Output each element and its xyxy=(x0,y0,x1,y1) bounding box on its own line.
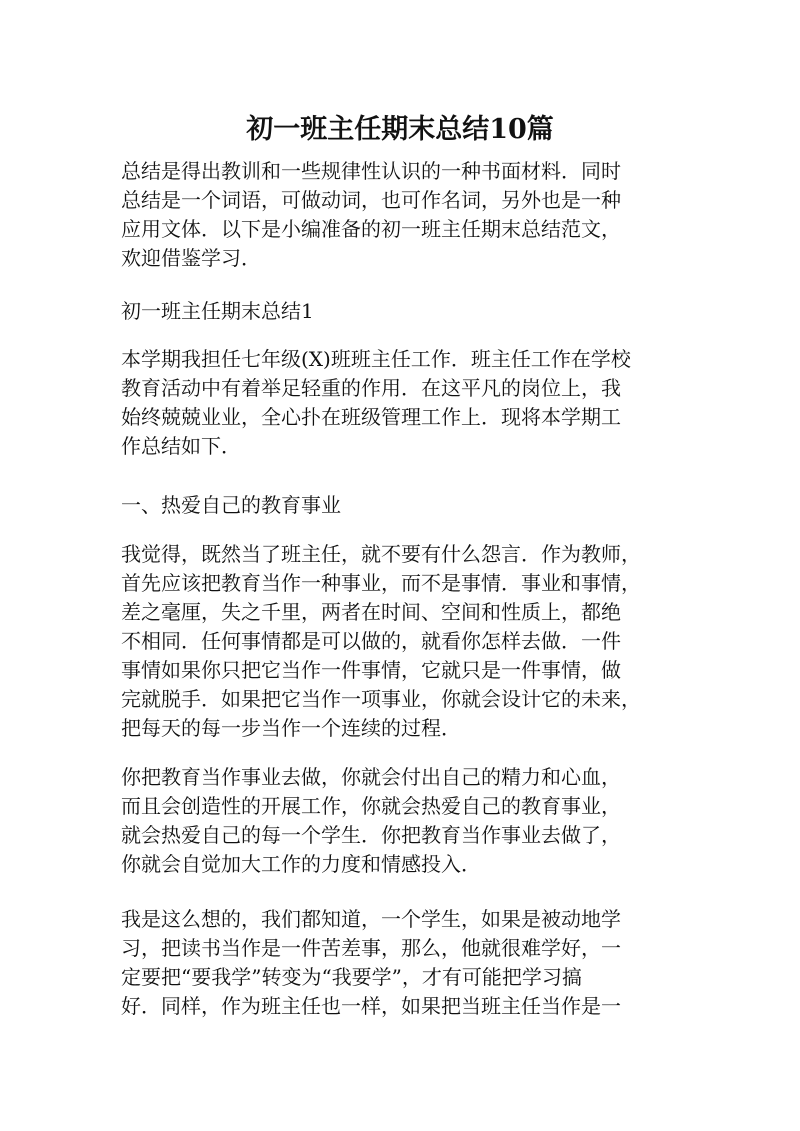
paragraph-line: 教育活动中有着举足轻重的作用．在这平凡的岗位上，我 xyxy=(121,376,621,400)
intro-paragraph xyxy=(121,157,681,273)
intro-line: 应用文体．以下是小编准备的初一班主任期末总结范文， xyxy=(121,217,621,241)
section-heading-text: 初一班主任期末总结1 xyxy=(121,299,314,323)
paragraph-line: 本学期我担任七年级(X)班班主任工作．班主任工作在学校 xyxy=(121,347,631,371)
paragraph-line: 始终兢兢业业，全心扑在班级管理工作上．现将本学期工 xyxy=(121,405,621,429)
document-title: 初一班主任期末总结10篇 xyxy=(246,114,554,145)
paragraph-line: 我是这么想的，我们都知道，一个学生，如果是被动地学 xyxy=(121,907,621,931)
paragraph-line: 好．同样，作为班主任也一样，如果把当班主任当作是一 xyxy=(121,994,621,1018)
subheading-1 xyxy=(121,491,681,520)
body-paragraph-4 xyxy=(121,905,681,1021)
section-heading xyxy=(121,297,681,326)
paragraph-line: 而且会创造性的开展工作，你就会热爱自己的教育事业， xyxy=(121,794,621,818)
body-paragraph-2 xyxy=(121,540,681,743)
body-paragraph-3 xyxy=(121,763,681,879)
paragraph-line: 事情如果你只把它当作一件事情，它就只是一件事情，做 xyxy=(121,658,621,682)
paragraph-line: 作总结如下． xyxy=(121,434,241,458)
paragraph-line: 习，把读书当作是一件苦差事，那么，他就很难学好，一 xyxy=(121,936,621,960)
paragraph-line: 你就会自觉加大工作的力度和情感投入． xyxy=(121,852,481,876)
paragraph-line: 我觉得，既然当了班主任，就不要有什么怨言．作为教师， xyxy=(121,542,641,566)
paragraph-line: 首先应该把教育当作一种事业，而不是事情．事业和事情， xyxy=(121,571,641,595)
paragraph-line: 定要把“要我学”转变为“我要学”，才有可能把学习搞 xyxy=(121,965,582,989)
paragraph-line: 把每天的每一步当作一个连续的过程． xyxy=(121,716,461,740)
intro-line: 总结是得出教训和一些规律性认识的一种书面材料．同时 xyxy=(121,159,621,183)
paragraph-line: 就会热爱自己的每一个学生．你把教育当作事业去做了， xyxy=(121,823,621,847)
subheading-text: 一、热爱自己的教育事业 xyxy=(121,493,341,517)
paragraph-line: 不相同．任何事情都是可以做的，就看你怎样去做．一件 xyxy=(121,629,621,653)
body-paragraph-1 xyxy=(121,345,681,461)
intro-line: 总结是一个词语，可做动词，也可作名词，另外也是一种 xyxy=(121,188,621,212)
paragraph-line: 你把教育当作事业去做，你就会付出自己的精力和心血， xyxy=(121,765,621,789)
paragraph-line: 完就脱手．如果把它当作一项事业，你就会设计它的未来， xyxy=(121,687,641,711)
intro-line: 欢迎借鉴学习． xyxy=(121,246,261,270)
paragraph-line: 差之毫厘，失之千里，两者在时间、空间和性质上，都绝 xyxy=(121,600,621,624)
